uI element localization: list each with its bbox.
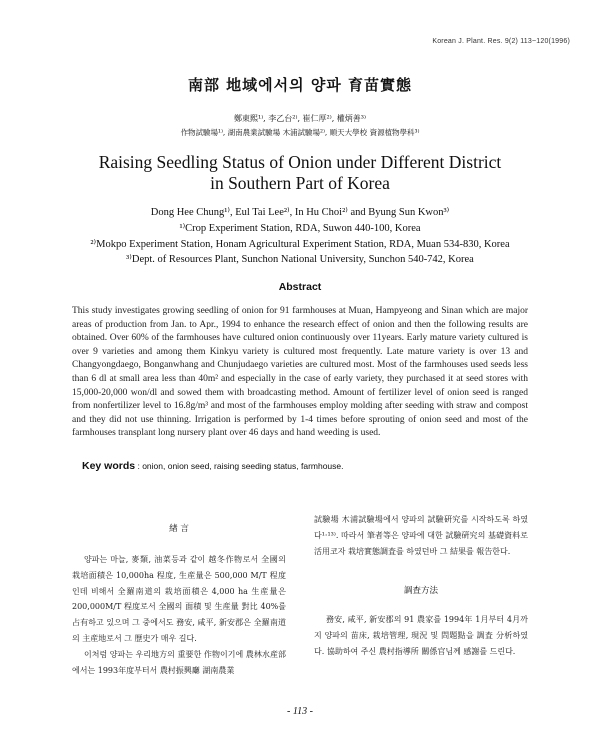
title-english (0, 152, 600, 194)
intro-paragraph-1: 양파는 마늘, 麥類, 油菜등과 같이 越冬作物로서 全國의 栽培面積은 10,000ha 程度, 生産量은 500,000 M/T 程度인데 비해서 全羅南道의 栽培面積은 4,000 ha 生産量은 200,000M/T 程度로서 全國의 面積 및 生産量 對比 40%를 占有하고 있으며 그 중에서도 務安, 咸平, 新安郡은 全羅南道의 主産地로서 그 歷史가 매우 길다. (72, 555, 286, 643)
method-paragraph: 務安, 咸平, 新安郡의 91 農家를 1994年 1月부터 4月까지 양파의 苗床, 栽培管理, 現況 및 問題點을 調査 分析하였다. 協助하여 주신 農村指導所 關係官님께 感謝를 드린다. (314, 615, 528, 656)
authors-english: Dong Hee Chung¹⁾, Eul Tai Lee²⁾, In Hu Choi²⁾ and Byung Sun Kwon³⁾ (150, 207, 450, 218)
right-column-paragraph-1: 試驗場 木浦試驗場에서 양파의 試驗硏究를 시작하도록 하였다¹·¹³⁾. 따라서 筆者等은 양파에 대한 試驗硏究의 基礎資料로 活用코자 栽培實態調査를 하였던바 그 結果를 報告한다. (314, 515, 528, 556)
abstract-text: This study investigates growing seedling of onion for 91 farmhouses at Muan, Hampyeong and Sinan which are major areas of production from Jan. to Apr., 1994 to enhance the research effect of onion and then the following results are obtained. Over 60% of the farmhouses have cultured onion continuously over 11years. Early mature variety cultured is over 9 varieties and among them Kinkyu variety is cultured most frequently. Late mature variety is over 13 and Changyongdaego, Bonganwhang and Chunjudaego varieties are cultured most. Most of the farmhouses used seeds less than 6 dl at small area less than 40m² and especially in the case of early variety, they purchased it at seed stores with 15,000-20,000 won/dl and sowed them with broadcasting method. Amount of fertilizer level of onion seed is ranged from nonfertilizer level to 16.8g/m³ and most of the farmhouses employ molding after seeding with straw and compost and they did not use thinning. Irrigation is performed by 1-4 times before sprouting of onion seed and most of the farmhouses transplant long nursery plant over 46 days and hand weeding is used. (72, 306, 528, 439)
affiliation-2: ²⁾Mokpo Experiment Station, Honam Agricultural Experiment Station, RDA, Muan 534-830, Korea (90, 239, 510, 250)
title-korean: 南部 地域에서의 양파 育苗實態 (187, 76, 413, 94)
intro-heading: 緖 言 (169, 524, 189, 534)
affiliations-korean: 作物試驗場¹⁾, 湖南農業試驗場 木浦試驗場²⁾, 順天大學校 資源植物學科³⁾ (180, 128, 420, 137)
title-english-line-2: in Southern Part of Korea (210, 173, 390, 193)
keywords-text: : onion, onion seed, raising seeding status, farmhouse. (137, 461, 344, 471)
method-heading: 調査方法 (403, 586, 438, 596)
keywords-label: Key words (82, 460, 136, 472)
journal-reference: Korean J. Plant. Res. 9(2) 113~120(1996) (432, 38, 570, 45)
abstract-heading: Abstract (278, 281, 322, 293)
title-english-line-1: Raising Seedling Status of Onion under Different District (98, 152, 502, 172)
intro-paragraph-2: 이처럼 양파는 우리地方의 重要한 作物이기에 農林水産部에서는 1993年度부터서 農村振興廳 湖南農業 (72, 650, 286, 675)
page-number: - 113 - (287, 706, 313, 717)
affiliation-3: ³⁾Dept. of Resources Plant, Sunchon National University, Sunchon 540-742, Korea (126, 254, 474, 265)
keywords (82, 460, 344, 472)
authors-korean: 鄭東熙¹⁾, 李乙台²⁾, 崔仁厚²⁾, 權炳善³⁾ (234, 114, 366, 123)
affiliation-1: ¹⁾Crop Experiment Station, RDA, Suwon 440-100, Korea (179, 223, 421, 234)
